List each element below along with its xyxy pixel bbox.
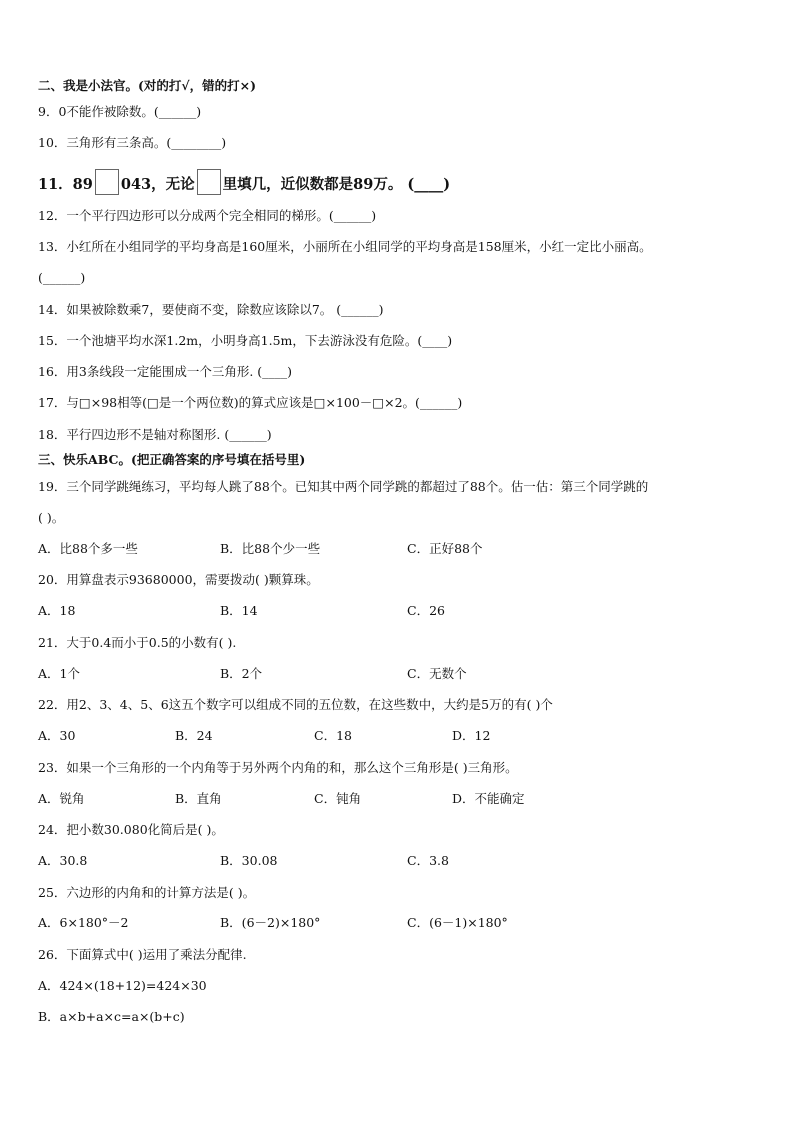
question-23-option-b: B．直角 bbox=[175, 791, 222, 806]
question-22-option-c: C．18 bbox=[314, 728, 352, 743]
question-26-option-a: A．424×(18+12)=424×30 bbox=[38, 978, 207, 993]
question-16: 16．用3条线段一定能围成一个三角形. (____) bbox=[38, 364, 293, 379]
question-17: 17．与□×98相等(□是一个两位数)的算式应该是□×100－□×2。(______) bbox=[38, 395, 463, 410]
question-11 bbox=[38, 169, 774, 195]
question-25: 25．六边形的内角和的计算方法是( )。 bbox=[38, 885, 256, 900]
question-20-option-b: B．14 bbox=[220, 603, 258, 618]
question-26-option-b: B．a×b+a×c=a×(b+c) bbox=[38, 1009, 185, 1024]
question-23-option-d: D．不能确定 bbox=[452, 791, 525, 806]
question-21-option-b: B．2个 bbox=[220, 666, 263, 681]
question-22-option-a: A．30 bbox=[38, 728, 76, 743]
answer-box bbox=[197, 169, 221, 195]
question-24-option-a: A．30.8 bbox=[38, 853, 88, 868]
question-24-option-c: C．3.8 bbox=[407, 853, 449, 868]
question-21-option-c: C．无数个 bbox=[407, 666, 467, 681]
question-22-option-d: D．12 bbox=[452, 728, 491, 743]
question-23-option-a: A．锐角 bbox=[38, 791, 85, 806]
question-11-part-a: 11．89 bbox=[38, 176, 93, 193]
question-22-option-b: B．24 bbox=[175, 728, 213, 743]
question-25-option-a: A．6×180°－2 bbox=[38, 915, 129, 930]
question-22: 22．用2、3、4、5、6这五个数字可以组成不同的五位数，在这些数中，大约是5万的有( )个 bbox=[38, 697, 553, 712]
question-24: 24．把小数30.080化简后是( )。 bbox=[38, 822, 224, 837]
question-25-option-c: C．(6－1)×180° bbox=[407, 915, 508, 930]
question-12: 12．一个平行四边形可以分成两个完全相同的梯形。(______) bbox=[38, 208, 377, 223]
question-19-line-1: 19．三个同学跳绳练习，平均每人跳了88个。已知其中两个同学跳的都超过了88个。估一估：第三个同学跳的 bbox=[38, 479, 649, 494]
question-13-line-2: (______) bbox=[38, 270, 86, 285]
section-3-heading: 三、快乐ABC。(把正确答案的序号填在括号里) bbox=[38, 452, 306, 467]
question-21-option-a: A．1个 bbox=[38, 666, 80, 681]
question-9: 9．0不能作被除数。(______) bbox=[38, 104, 202, 119]
question-25-option-b: B．(6－2)×180° bbox=[220, 915, 321, 930]
question-11-part-c: 里填几，近似数都是89万。 (____) bbox=[222, 176, 451, 193]
question-14: 14．如果被除数乘7，要使商不变，除数应该除以7。 (______) bbox=[38, 302, 384, 317]
question-13-line-1: 13．小红所在小组同学的平均身高是160厘米，小丽所在小组同学的平均身高是158厘米，小红一定比小丽高。 bbox=[38, 239, 652, 254]
question-23-option-c: C．钝角 bbox=[314, 791, 362, 806]
question-19-line-2: ( )。 bbox=[38, 510, 65, 525]
question-20-option-a: A．18 bbox=[38, 603, 76, 618]
question-21: 21．大于0.4而小于0.5的小数有( ). bbox=[38, 635, 237, 650]
question-10: 10．三角形有三条高。(________) bbox=[38, 135, 227, 150]
question-19-option-a: A．比88个多一些 bbox=[38, 541, 138, 556]
question-26: 26．下面算式中( )运用了乘法分配律. bbox=[38, 947, 247, 962]
question-18: 18．平行四边形不是轴对称图形. (______) bbox=[38, 427, 272, 442]
answer-box bbox=[95, 169, 119, 195]
question-19-option-b: B．比88个少一些 bbox=[220, 541, 321, 556]
question-19-option-c: C．正好88个 bbox=[407, 541, 483, 556]
section-2-heading: 二、我是小法官。(对的打√，错的打×) bbox=[38, 78, 257, 93]
question-15: 15．一个池塘平均水深1.2m，小明身高1.5m，下去游泳没有危险。(____) bbox=[38, 333, 453, 348]
question-20-option-c: C．26 bbox=[407, 603, 445, 618]
question-24-option-b: B．30.08 bbox=[220, 853, 278, 868]
question-23: 23．如果一个三角形的一个内角等于另外两个内角的和，那么这个三角形是( )三角形。 bbox=[38, 760, 518, 775]
question-20: 20．用算盘表示93680000，需要拨动( )颗算珠。 bbox=[38, 572, 319, 587]
question-11-part-b: 043，无论 bbox=[120, 176, 195, 193]
